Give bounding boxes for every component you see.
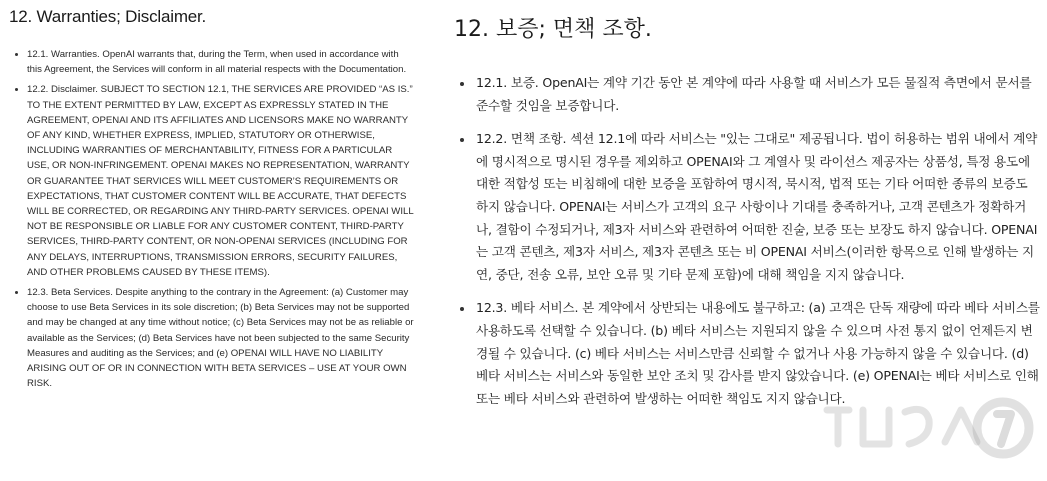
english-clause-list (9, 47, 414, 396)
english-clause-12-3: 12.3. Beta Services. Despite anything to the contrary in the Agreement: (a) Customer may choose to use Beta Services in its sole discretion; (b) Beta Services may not be supported and may be changed at any time without notice; (c) Beta Services may not be as reliable or available as the Services; (d) Beta Services have not been subjected to the same Security Measures and auditing as the Services; and (e) OPENAI WILL HAVE NO LIABILITY ARISING OUT OF OR IN CONNECTION WITH BETA SERVICES – USE AT YOUR OWN RISK. (9, 285, 414, 391)
korean-clause-12-3: 12.3. 베타 서비스. 본 계약에서 상반되는 내용에도 불구하고: (a) 고객은 단독 재량에 따라 베타 서비스를 사용하도록 선택할 수 있습니다. (b) 베타 서비스는 지원되지 않을 수 있으며 사전 통지 없이 언제든지 변경될 수 있습니다. (c) 베타 서비스는 서비스만큼 신뢰할 수 없거나 사용 가능하지 않을 수 있습니다. (d) 베타 서비스는 서비스와 동일한 보안 조치 및 감사를 받지 않았습니다. (e) OPENAI는 베타 서비스로 인해 또는 베타 서비스와 관련하여 발생하는 어떠한 책임도 지지 않습니다. (454, 297, 1040, 410)
korean-clause-list (454, 72, 1040, 421)
english-panel (0, 0, 430, 481)
korean-section-title: 12. 보증; 면책 조항. (454, 17, 652, 42)
korean-panel (430, 0, 1047, 481)
korean-clause-12-1: 12.1. 보증. OpenAI는 계약 기간 동안 본 계약에 따라 사용할 때 서비스가 모든 물질적 측면에서 문서를 준수할 것임을 보증합니다. (454, 72, 1040, 117)
english-section-title: 12. Warranties; Disclaimer. (9, 7, 207, 26)
english-clause-12-2: 12.2. Disclaimer. SUBJECT TO SECTION 12.1, THE SERVICES ARE PROVIDED “AS IS.” TO THE EXTENT PERMITTED BY LAW, EXCEPT AS EXPRESSLY STATED IN THE AGREEMENT, OPENAI AND ITS AFFILIATES AND LICENSORS MAKE NO WARRANTY OF ANY KIND, WHETHER EXPRESS, IMPLIED, STATUTORY OR OTHERWISE, INCLUDING WARRANTIES OF MERCHANTABILITY, FITNESS FOR A PARTICULAR USE, OR NON-INFRINGEMENT. OPENAI MAKES NO REPRESENTATION, WARRANTY OR GUARANTEE THAT SERVICES WILL MEET CUSTOMER’S REQUIREMENTS OR EXPECTATIONS, THAT CUSTOMER CONTENT WILL BE ACCURATE, THAT DEFECTS WILL BE CORRECTED, OR REGARDING ANY THIRD-PARTY SERVICES. OPENAI WILL NOT BE RESPONSIBLE OR LIABLE FOR ANY CUSTOMER CONTENT, THIRD-PARTY SERVICES, THIRD-PARTY CONTENT, OR NON-OPENAI SERVICES (INCLUDING FOR ANY DELAYS, INTERRUPTIONS, TRANSMISSION ERRORS, SECURITY FAILURES, AND OTHER PROBLEMS CAUSED BY THESE ITEMS). (9, 82, 414, 280)
english-clause-12-1: 12.1. Warranties. OpenAI warrants that, during the Term, when used in accordance with this Agreement, the Services will conform in all material respects with the Documentation. (9, 47, 414, 77)
korean-clause-12-2: 12.2. 면책 조항. 섹션 12.1에 따라 서비스는 "있는 그대로" 제공됩니다. 법이 허용하는 범위 내에서 계약에 명시적으로 명시된 경우를 제외하고 OPENAI와 그 계열사 및 라이선스 제공자는 상품성, 특정 용도에 대한 적합성 또는 비침해에 대한 보증을 포함하여 명시적, 묵시적, 법적 또는 기타 어떠한 종류의 보증도 하지 않습니다. OPENAI는 서비스가 고객의 요구 사항이나 기대를 충족하거나, 고객 콘텐츠가 정확하거나, 결함이 수정되거나, 제3자 서비스와 관련하여 어떠한 진술, 보증 또는 보장도 하지 않습니다. OPENAI는 고객 콘텐츠, 제3자 서비스, 제3자 콘텐츠 또는 비 OPENAI 서비스(이러한 항목으로 인해 발생하는 지연, 중단, 전송 오류, 보안 오류 및 기타 문제 포함)에 대해 책임을 지지 않습니다. (454, 128, 1040, 286)
